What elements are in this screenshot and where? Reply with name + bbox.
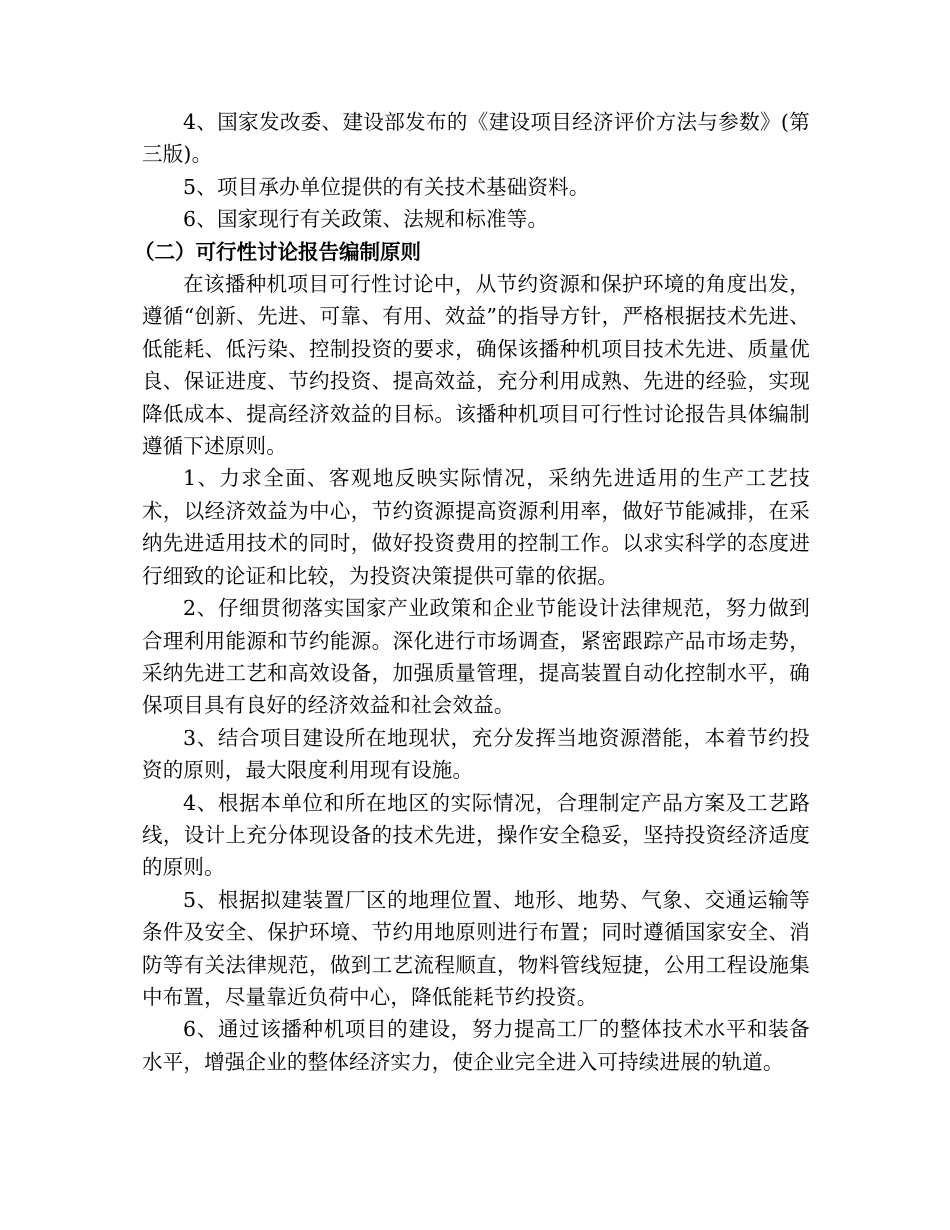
paragraph-basis-4: 4、国家发改委、建设部发布的《建设项目经济评价方法与参数》(第三版)。: [142, 110, 810, 167]
paragraph-principle-5: 5、根据拟建装置厂区的地理位置、地形、地势、气象、交通运输等条件及安全、保护环境、节约用地原则进行布置；同时遵循国家安全、消防等有关法律规范，做到工艺流程顺直，物料管线短捷，公用工程设施集中布置，尽量靠近负荷中心，降低能耗节约投资。: [142, 887, 810, 1009]
paragraph-principle-2: 2、仔细贯彻落实国家产业政策和企业节能设计法律规范，努力做到合理利用能源和节约能源。深化进行市场调查，紧密跟踪产品市场走势，采纳先进工艺和高效设备，加强质量管理，提高装置自动化控制水平，确保项目具有良好的经济效益和社会效益。: [142, 596, 810, 718]
paragraph-basis-6: 6、国家现行有关政策、法规和标准等。: [183, 207, 549, 232]
paragraph-basis-5: 5、项目承办单位提供的有关技术基础资料。: [183, 174, 590, 199]
paragraph-principle-1: 1、力求全面、客观地反映实际情况，采纳先进适用的生产工艺技术，以经济效益为中心，节约资源提高资源利用率，做好节能减排，在采纳先进适用技术的同时，做好投资费用的控制工作。以求实科学的态度进行细致的论证和比较，为投资决策提供可靠的依据。: [142, 466, 810, 588]
paragraph-principle-3: 3、结合项目建设所在地现状，充分发挥当地资源潜能，本着节约投资的原则，最大限度利用现有设施。: [142, 725, 810, 783]
paragraph-principle-6: 6、通过该播种机项目的建设，努力提高工厂的整体技术水平和装备水平，增强企业的整体经济实力，使企业完全进入可持续进展的轨道。: [142, 1017, 810, 1074]
section-heading-principles: （二）可行性讨论报告编制原则: [134, 239, 421, 264]
paragraph-principle-4: 4、根据本单位和所在地区的实际情况，合理制定产品方案及工艺路线，设计上充分体现设备的技术先进，操作安全稳妥，坚持投资经济适度的原则。: [142, 790, 810, 880]
paragraph-intro: 在该播种机项目可行性讨论中，从节约资源和保护环境的角度出发，遵循“创新、先进、可靠、有用、效益”的指导方针，严格根据技术先进、低能耗、低污染、控制投资的要求，确保该播种机项目技术先进、质量优良、保证进度、节约投资、提高效益，充分利用成熟、先进的经验，实现降低成本、提高经济效益的目标。该播种机项目可行性讨论报告具体编制遵循下述原则。: [142, 272, 810, 459]
document-body: [134, 106, 810, 1078]
